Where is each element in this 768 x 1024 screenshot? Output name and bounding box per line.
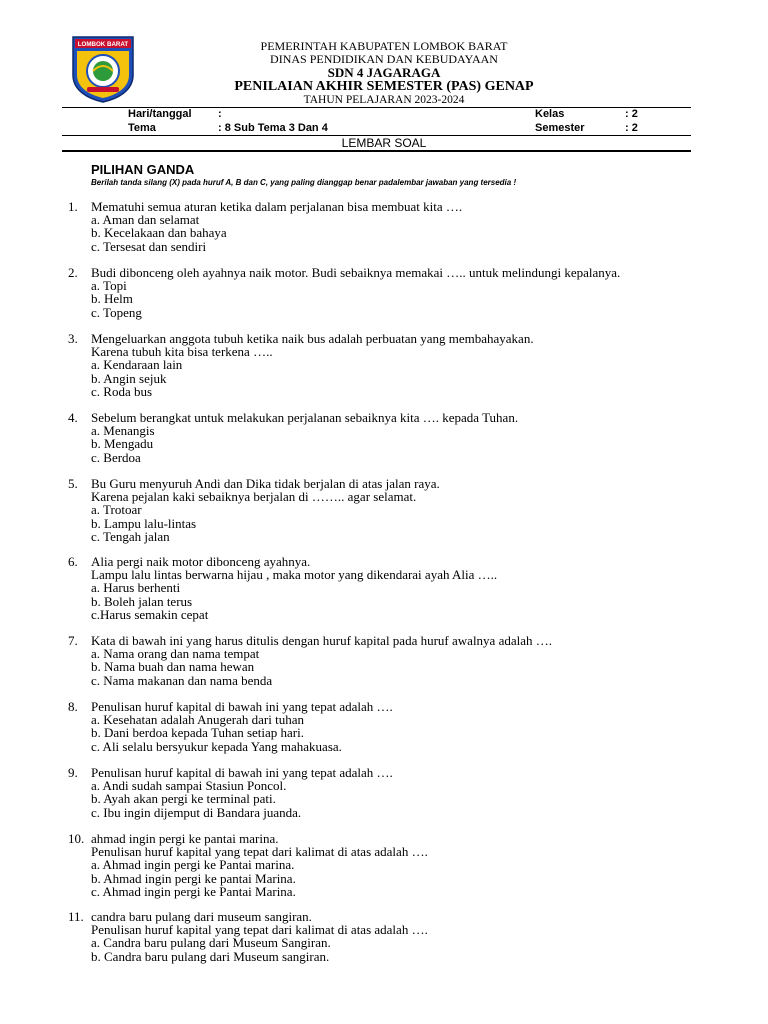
header-government: PEMERINTAH KABUPATEN LOMBOK BARAT (260, 39, 508, 53)
answer-option: a. Aman dan selamat (91, 212, 200, 228)
answer-option: a. Menangis (91, 423, 155, 439)
answer-option: c. Ibu ingin dijemput di Bandara juanda. (91, 804, 302, 820)
question-body (91, 832, 428, 898)
question-body (91, 266, 620, 319)
question-text: Karena tubuh kita bisa terkena ….. (91, 344, 273, 360)
question-text: Sebelum berangkat untuk melakukan perjalanan sebaiknya kita …. kepada Tuhan. (91, 410, 519, 425)
answer-option: c. Roda bus (91, 383, 153, 399)
question-body (91, 555, 497, 621)
question-body (91, 910, 428, 963)
answer-option: b. Dani berdoa kepada Tuhan setiap hari. (91, 725, 305, 741)
question-text: Karena pejalan kaki sebaiknya berjalan di …….. agar selamat. (91, 489, 417, 505)
question-text: Penulisan huruf kapital di bawah ini yang tepat adalah …. (91, 699, 393, 714)
answer-option: c. Ali selalu bersyukur kepada Yang mahakuasa. (91, 738, 342, 754)
question-number: 1. (68, 199, 78, 214)
question-number: 9. (68, 765, 78, 780)
answer-option: a. Trotoar (91, 502, 142, 518)
theme-value: : 8 Sub Tema 3 Dan 4 (218, 122, 328, 134)
question-number: 5. (68, 476, 78, 491)
section-title: PILIHAN GANDA (91, 162, 195, 177)
header-school: SDN 4 JAGARAGA (327, 65, 441, 80)
answer-option: a. Harus berhenti (91, 580, 181, 596)
logo-caption: LOMBOK BARAT (77, 41, 129, 48)
answer-option: b. Candra baru pulang dari Museum sangiran. (91, 948, 330, 964)
answer-option: a. Nama orang dan nama tempat (91, 646, 260, 662)
question-number: 11. (68, 909, 84, 924)
answer-option: b. Angin sejuk (91, 370, 167, 386)
answer-option: c. Berdoa (91, 449, 141, 465)
semester-value: : 2 (625, 122, 638, 134)
question-body (91, 700, 393, 753)
question-body (91, 411, 518, 464)
theme-label: Tema (128, 122, 156, 134)
answer-option: a. Kendaraan lain (91, 357, 183, 373)
answer-option: b. Ayah akan pergi ke terminal pati. (91, 791, 276, 807)
header-exam-title: PENILAIAN AKHIR SEMESTER (PAS) GENAP (234, 79, 534, 94)
question-text: Bu Guru menyuruh Andi dan Dika tidak berjalan di atas jalan raya. (91, 476, 440, 491)
sheet-title-rule (62, 150, 691, 152)
question-body (91, 200, 462, 253)
answer-option: b. Mengadu (91, 436, 154, 452)
question-number: 10. (68, 831, 85, 846)
answer-option: a. Andi sudah sampai Stasiun Poncol. (91, 778, 287, 794)
question-body (91, 634, 552, 687)
answer-option: c. Topeng (91, 304, 142, 320)
question-text: Budi dibonceng oleh ayahnya naik motor. Budi sebaiknya memakai ….. untuk melindungi kepalanya. (91, 265, 621, 280)
answer-option: a. Kesehatan adalah Anugerah dari tuhan (91, 712, 304, 728)
question-number: 8. (68, 699, 78, 714)
answer-option: a. Topi (91, 278, 127, 294)
answer-option: a. Ahmad ingin pergi ke Pantai marina. (91, 857, 295, 873)
answer-option: c.Harus semakin cepat (91, 606, 209, 622)
question-text: Penulisan huruf kapital di bawah ini yang tepat adalah …. (91, 765, 393, 780)
header-department: DINAS PENDIDIKAN DAN KEBUDAYAAN (270, 52, 498, 66)
question-text: Penulisan huruf kapital yang tepat dari kalimat di atas adalah …. (91, 922, 428, 938)
question-body (91, 477, 440, 543)
day-label: Hari/tanggal (128, 108, 192, 120)
question-text: ahmad ingin pergi ke pantai marina. (91, 831, 279, 846)
question-text: Kata di bawah ini yang harus ditulis dengan huruf kapital pada huruf awalnya adalah …. (91, 633, 552, 648)
question-text: Mengeluarkan anggota tubuh ketika naik bus adalah perbuatan yang membahayakan. (91, 331, 534, 346)
answer-option: b. Boleh jalan terus (91, 593, 193, 609)
question-number: 2. (68, 265, 78, 280)
semester-label: Semester (535, 122, 585, 134)
header-academic-year: TAHUN PELAJARAN 2023-2024 (303, 94, 465, 106)
question-number: 3. (68, 331, 78, 346)
day-value: : (218, 108, 222, 120)
section-instruction: Berilah tanda silang (X) pada huruf A, B dan C, yang paling dianggap benar padalembar jawaban yang tersedia ! (91, 178, 517, 187)
answer-option: b. Ahmad ingin pergi ke pantai Marina. (91, 870, 296, 886)
question-text: Alia pergi naik motor dibonceng ayahnya. (91, 554, 311, 569)
answer-option: a. Candra baru pulang dari Museum Sangiran. (91, 935, 331, 951)
answer-option: c. Tengah jalan (91, 528, 170, 544)
question-text: candra baru pulang dari museum sangiran. (91, 909, 312, 924)
question-text: Lampu lalu lintas berwarna hijau , maka motor yang dikendarai ayah Alia ….. (91, 567, 498, 583)
question-number: 7. (68, 633, 78, 648)
question-text: Mematuhi semua aturan ketika dalam perjalanan bisa membuat kita …. (91, 199, 463, 214)
answer-option: b. Helm (91, 291, 133, 307)
question-number: 4. (68, 410, 78, 425)
question-text: Penulisan huruf kapital yang tepat dari kalimat di atas adalah …. (91, 844, 428, 860)
sheet-title: LEMBAR SOAL (341, 136, 427, 150)
question-body (91, 332, 534, 398)
answer-option: c. Tersesat dan sendiri (91, 238, 207, 254)
answer-option: c. Ahmad ingin pergi ke Pantai Marina. (91, 883, 296, 899)
answer-option: b. Kecelakaan dan bahaya (91, 225, 227, 241)
class-label: Kelas (535, 108, 565, 120)
answer-option: c. Nama makanan dan nama benda (91, 672, 273, 688)
answer-option: b. Nama buah dan nama hewan (91, 659, 255, 675)
answer-option: b. Lampu lalu-lintas (91, 515, 197, 531)
question-body (91, 766, 393, 819)
question-number: 6. (68, 554, 78, 569)
class-value: : 2 (625, 108, 638, 120)
